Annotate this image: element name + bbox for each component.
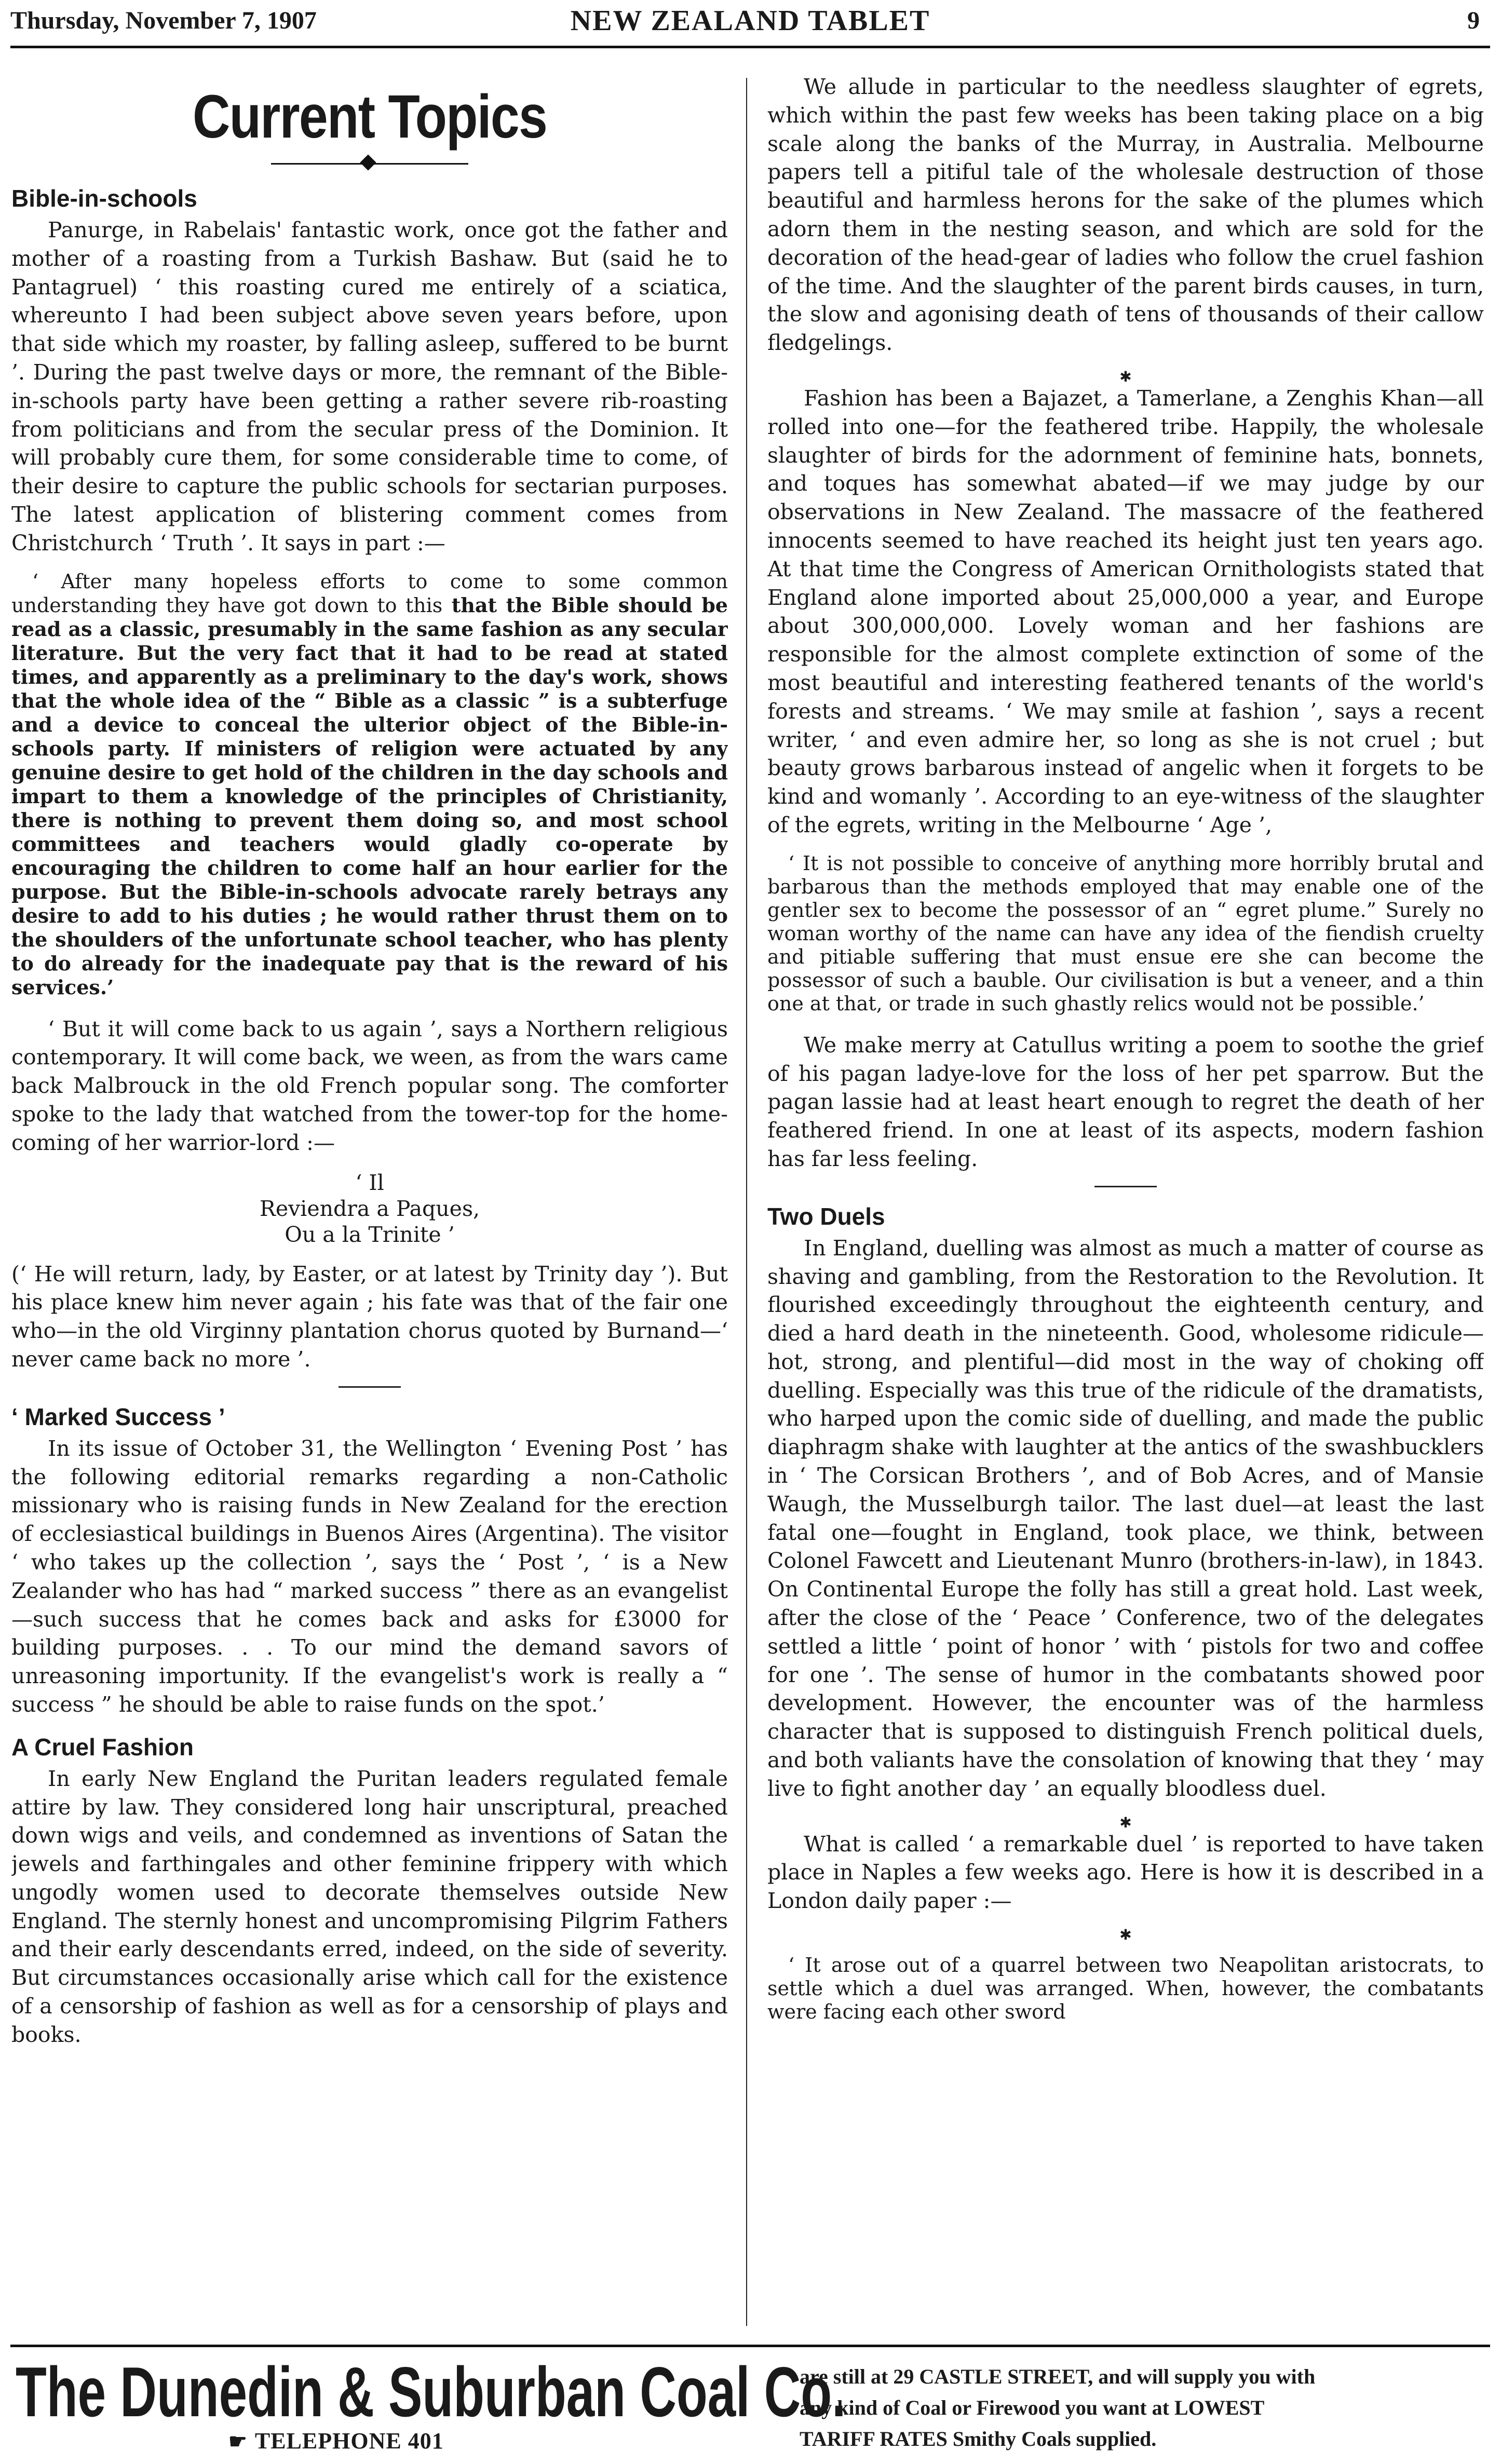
right-column (767, 73, 1484, 2321)
footer-rule (10, 2345, 1490, 2347)
paragraph: In its issue of October 31, the Wellington ‘ Evening Post ’ has the following editorial remarks regarding a non-Catholic missionary who is raising funds in New Zealand for the erection of ecclesiastical buildings in Buenos Aires (Argentina). The visitor ‘ who takes up the collection ’, says the ‘ Post ’, ‘ is a New Zealander who has had “ marked success ” there as an evangelist—such success that he comes back and asks for £3000 for building purposes. . . To our mind the demand savors of unreasoning importunity. If the evangelist's work is really a “ success ” he should be able to raise funds on the spot.’ (11, 1436, 728, 1717)
section-title: Current Topics (192, 83, 547, 151)
asterisk-divider-icon: ✱ (1119, 1813, 1132, 1831)
column-divider (746, 78, 747, 2326)
left-column (11, 78, 728, 2326)
heading-bible-in-schools: Bible-in-schools (11, 185, 197, 212)
advertisement-copy: are still at 29 CASTLE STREET, and will supply you with any kind of Coal or Firewood you want at LOWEST TARIFF RATES Smithy Coals supplied. (800, 2365, 1316, 2451)
paragraph: ‘ But it will come back to us again ’, says a Northern religious contemporary. It will come back, we ween, as from the wars came back Malbrouck in the old French popular song. The comforter spoke to the lady that watched from the tower-top for the home-coming of her warrior-lord :— (11, 1016, 728, 1155)
page-header (10, 6, 1490, 43)
block-quote: ‘ After many hopeless efforts to come to some common understanding they have got down to this that the Bible should be read as a classic, presumably in the same fashion as any secular literature. But the very fact that it had to be read at stated times, and apparently as a preliminary to the day's work, shows that the whole idea of the “ Bible as a classic ” is a subterfuge and a device to conceal the ulterior object of the Bible-in-schools party. If ministers of religion were actuated by any genuine desire to get hold of the children in the day schools and impart to them a knowledge of the principles of Christianity, there is nothing to prevent them doing so, and most school committees and teachers would gladly co-operate by encouraging the children to come half an hour earlier for the purpose. But the Bible-in-schools advocate rarely betrays any desire to add to his duties ; he would rather thrust them on to the shoulders of the unfortunate school teacher, who has plenty to do already for the inadequate pay that is the reward of his services.’ (11, 570, 728, 999)
paragraph: (‘ He will return, lady, by Easter, or at latest by Trinity day ’). But his place knew him never again ; his fate was that of the fair one who—in the old Virginny plantation chorus quoted by Burnand—‘ never came back no more ’. (11, 1261, 728, 1372)
section-divider (339, 1386, 401, 1388)
verse: ‘ Il Reviendra a Paques, Ou a la Trinite ’ (259, 1170, 480, 1247)
pointing-hand-icon: ☛ (228, 2430, 248, 2453)
issue-date: Thursday, November 7, 1907 (10, 7, 317, 34)
section-divider (1094, 1186, 1157, 1187)
advertiser-name: The Dunedin & Suburban Coal Co. (16, 2352, 846, 2431)
paragraph: What is called ‘ a remarkable duel ’ is reported to have taken place in Naples a few weeks ago. Here is how it is described in a London daily paper :— (767, 1831, 1484, 1914)
header-rule (10, 46, 1490, 48)
paragraph: Panurge, in Rabelais' fantastic work, once got the father and mother of a roasting from a Turkish Bashaw. But (said he to Pantagruel) ‘ this roasting cured me entirely of a sciatica, whereunto I had been subject above seven years before, upon that side which my roaster, by falling asleep, suffered to be burnt ’. During the past twelve days or more, the remnant of the Bible-in-schools party have been getting a rather severe rib-roasting from politicians and from the secular press of the Dominion. It will probably cure them, for some considerable time to come, of their desire to capture the public schools for sectarian purposes. The latest application of blistering comment comes from Christchurch ‘ Truth ’. It says in part :— (11, 218, 728, 556)
block-quote: ‘ It is not possible to conceive of anything more horribly brutal and barbarous than the methods employed that may enable one of the gentler sex to become the possessor of an “ egret plume.” Surely no woman worthy of the name can have any idea of the fiendish cruelty and pitiable suffering that must ensue ere she can become the possessor of such a bauble. Our civilisation is but a veneer, and a thin one at that, or trade in such ghastly relics would not be possible.’ (767, 851, 1484, 1015)
paragraph: We allude in particular to the needless slaughter of egrets, which within the past few weeks has been taking place on a big scale along the banks of the Murray, in Australia. Melbourne papers tell a pitiful tale of the wholesale destruction of those beautiful and harmless herons for the sake of the plumes which adorn them in the nesting season, and which are sold for the decoration of the head-gear of ladies who follow the cruel fashion of the time. And the slaughter of the parent birds causes, in turn, the slow and agonising death of tens of thousands of their callow fledgelings. (767, 74, 1484, 356)
block-quote: ‘ It arose out of a quarrel between two Neapolitan aristocrats, to settle which a duel was arranged. When, however, the combatants were facing each other sword (767, 1954, 1484, 2024)
paragraph: In England, duelling was almost as much a matter of course as shaving and gambling, from the Restoration to the Revolution. It flourished exceedingly throughout the eighteenth century, and died a hard death in the nineteenth. Good, wholesome ridicule—hot, strong, and plentiful—did most in the way of choking off duelling. Especially was this true of the ridicule of the dramatists, who harped upon the comic side of duelling, and made the public diaphragm shake with laughter at the antics of the swashbucklers in ‘ The Corsican Brothers ’, and of Bob Acres, and of Mansie Waugh, the Musselburgh tailor. The last duel—at least the last fatal one—fought in England, took place, we think, between Colonel Fawcett and Lieutenant Munro (brothers-in-law), in 1843. On Continental Europe the folly has still a great hold. Last week, after the close of the ‘ Peace ’ Conference, two of the delegates settled a little ‘ point of honor ’ with ‘ pistols for two and coffee for one ’. The sense of humor in the combatants showed poor development. However, the encounter was of the harmless character that is supposed to distinguish French political duels, and both valiants have the consolation of knowing that they ‘ may live to fight another day ’ an equally bloodless duel. (767, 1235, 1484, 1801)
paragraph: In early New England the Puritan leaders regulated female attire by law. They considered long hair unscriptural, preached down wigs and veils, and condemned as inventions of Satan the jewels and farthingales and other feminine frippery with which ungodly women used to decorate themselves outside New England. The sternly honest and uncompromising Pilgrim Fathers and their early descendants erred, indeed, on the side of severity. But circumstances occasionally arise which call for the existence of a censorship of fashion as well as for a censorship of plays and books. (11, 1766, 728, 2047)
diamond-ornament-icon (360, 154, 376, 170)
paragraph: We make merry at Catullus writing a poem to soothe the grief of his pagan ladye-love for the loss of her pet sparrow. But the pagan lassie had at least heart enough to regret the death of her feathered friend. In one at least of its aspects, modern fashion has far less feeling. (767, 1032, 1484, 1171)
asterisk-divider-icon: ✱ (1119, 368, 1132, 385)
heading-two-duels: Two Duels (767, 1202, 885, 1230)
title-ornament (11, 156, 728, 171)
newspaper-title: NEW ZEALAND TABLET (570, 5, 930, 37)
page-number: 9 (1467, 7, 1480, 34)
asterisk-divider-icon: ✱ (1119, 1926, 1132, 1944)
heading-marked-success: ‘ Marked Success ’ (11, 1403, 225, 1430)
quote-emphasis: that the Bible should be read as a classic, presumably in the same fashion as any secular literature. But the very fact that it had to be read at stated times, and apparently as a preliminary to the day's work, shows that the whole idea of the “ Bible as a classic ” is a subterfuge and a device to conceal the ulterior object of the Bible-in-schools party. If ministers of religion were actuated by any genuine desire to get hold of the children in the day schools and impart to them a knowledge of the principles of Christianity, there is nothing to prevent them doing so, and most school committees and teachers would gladly co-operate by encouraging the children to come half an hour earlier for the purpose. But the Bible-in-schools advocate rarely betrays any desire to add to his duties ; he would rather thrust them on to the shoulders of the unfortunate school teacher, who has plenty to do already for the inadequate pay that is the reward of his services.’ (11, 593, 728, 999)
heading-cruel-fashion: A Cruel Fashion (11, 1733, 194, 1761)
paragraph: Fashion has been a Bajazet, a Tamerlane, a Zenghis Khan—all rolled into one—for the feathered tribe. Happily, the wholesale slaughter of birds for the adornment of feminine hats, bonnets, and toques has somewhat abated—if we may judge by our observations in New Zealand. The massacre of the feathered innocents seemed to have reached its height just ten years ago. At that time the Congress of American Ornithologists stated that England alone imported about 25,000,000 a year, and Europe about 300,000,000. Lovely woman and her fashions are responsible for the almost complete extinction of some of the most beautiful and interesting feathered tenants of the world's forests and streams. ‘ We may smile at fashion ’, says a recent writer, ‘ and even admire her, so long as she is not cruel ; but beauty grows barbarous instead of angelic when it forgets to be kind and womanly ’. According to an eye-witness of the slaughter of the egrets, writing in the Melbourne ‘ Age ’, (767, 385, 1484, 837)
advertiser-telephone: ☛ TELEPHONE 401 (228, 2428, 444, 2454)
